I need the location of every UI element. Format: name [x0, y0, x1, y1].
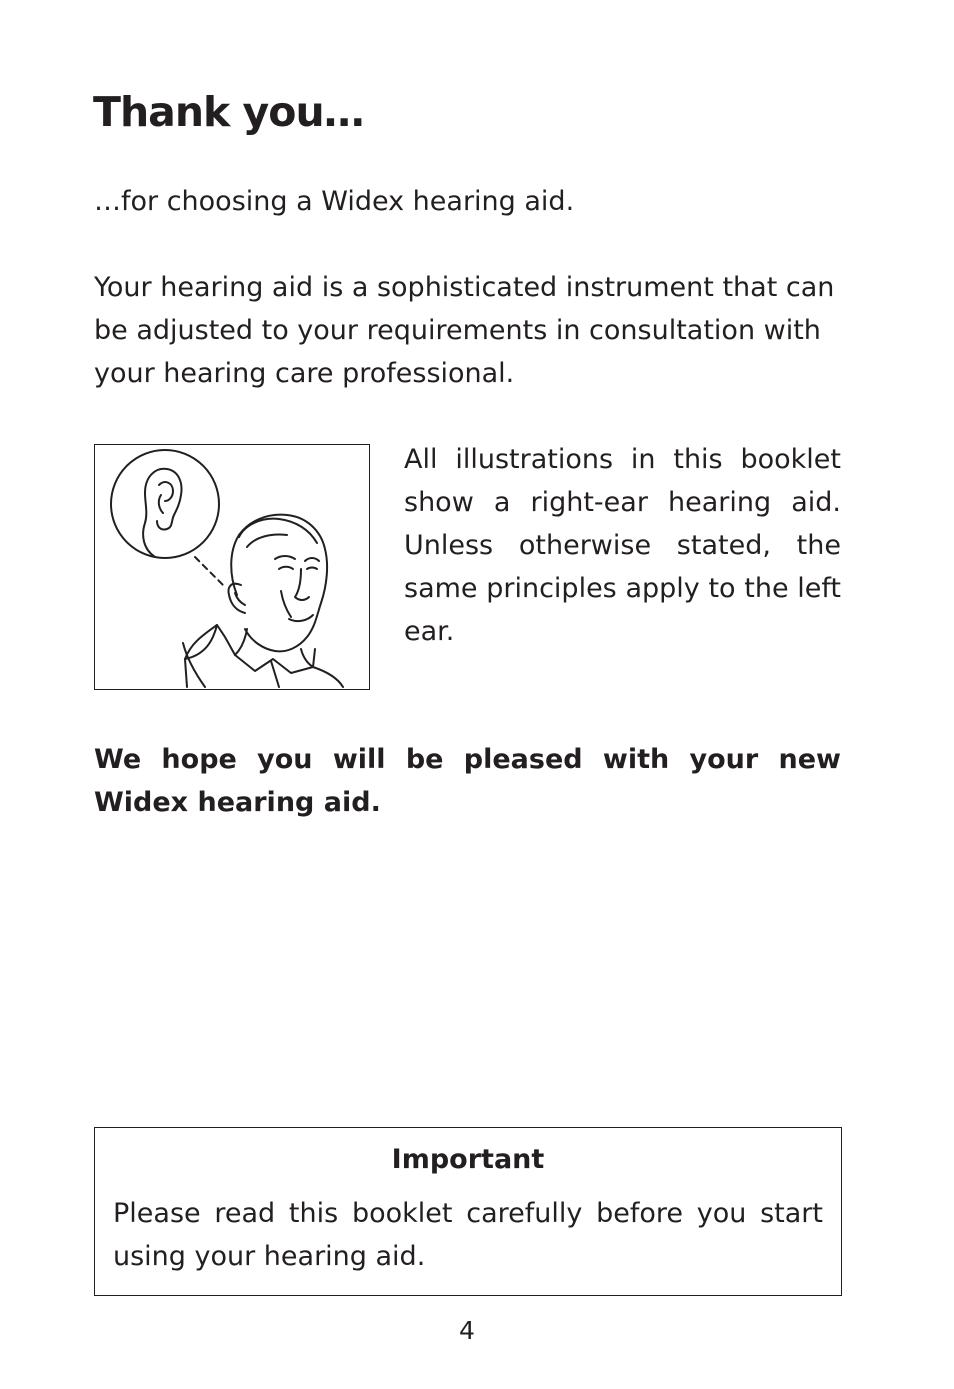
important-notice-box: [94, 1127, 842, 1296]
important-body: Please read this booklet carefully before you start using your hearing aid.: [113, 1198, 823, 1272]
page-number: 4: [459, 1316, 475, 1345]
shirt-collar: [185, 625, 235, 687]
ear-zoom-circle: [111, 450, 219, 558]
illustration-box: [94, 444, 370, 690]
leader-line: [195, 557, 225, 587]
man-with-ear-closeup-illustration: [95, 445, 368, 688]
intro-text: …for choosing a Widex hearing aid.: [94, 186, 575, 217]
closing-text: We hope you will be pleased with your new Widex hearing aid.: [94, 744, 841, 818]
page-title: Thank you…: [93, 88, 364, 136]
illustration-note: All illustrations in this booklet show a right-ear hearing aid. Unless otherwise stated, the same principles apply to the left ear.: [404, 444, 841, 647]
description-text: Your hearing aid is a sophisticated instrument that can be adjusted to your requirements in consultation with your hearing care professional.: [94, 272, 835, 389]
important-title: Important: [391, 1144, 545, 1175]
